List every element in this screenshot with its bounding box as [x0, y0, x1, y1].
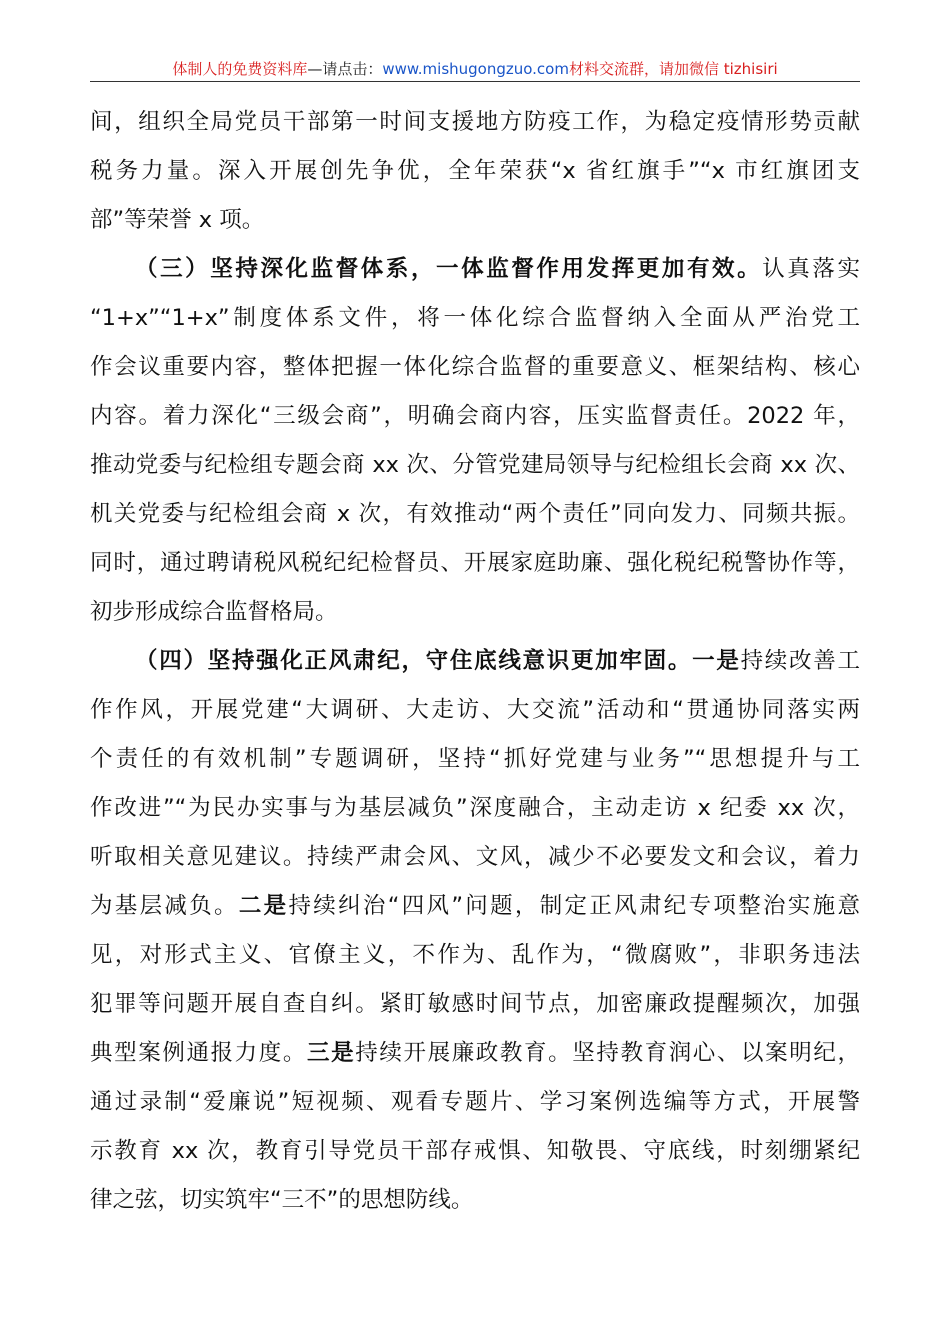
text-line: 通过录制“爱廉说”短视频、观看专题片、学习案例选编等方式，开展警	[90, 1089, 860, 1115]
document-body	[90, 98, 860, 1225]
text-segment: 为基层减负。	[90, 893, 239, 919]
text-segment: 持续纠治“四风”问题，制定正风肃纪专项整治实施意	[288, 893, 860, 919]
header-divider	[90, 81, 860, 82]
text-line: 见，对形式主义、官僚主义，不作为、乱作为，“微腐败”，非职务违法	[90, 942, 860, 968]
header-wechat-note: 材料交流群，请加微信 tizhisiri	[568, 60, 778, 78]
text-line: 初步形成综合监督格局。	[90, 599, 338, 625]
header-site-name: 体制人的免费资料库	[172, 60, 308, 78]
text-line: 推动党委与纪检组专题会商 xx 次、分管党建局领导与纪检组长会商 xx 次、	[90, 452, 860, 478]
text-line: 内容。着力深化“三级会商”，明确会商内容，压实监督责任。2022 年，	[90, 403, 860, 429]
text-line: 部”等荣誉 x 项。	[90, 207, 265, 233]
section-4-first-line	[90, 637, 860, 686]
section-3-lead-text: 认真落实	[762, 256, 860, 282]
text-line: “1+x”“1+x”制度体系文件，将一体化综合监督纳入全面从严治党工	[90, 305, 860, 331]
text-line: 间，组织全局党员干部第一时间支援地方防疫工作，为稳定疫情形势贡献	[90, 109, 860, 135]
text-line: 作会议重要内容，整体把握一体化综合监督的重要意义、框架结构、核心	[90, 354, 860, 380]
text-segment: 典型案例通报力度。	[90, 1040, 308, 1066]
section-3-first-line	[90, 245, 860, 294]
text-segment: 持续开展廉政教育。坚持教育润心、以案明纪，	[355, 1040, 860, 1066]
text-line: 犯罪等问题开展自查自纠。紧盯敏感时间节点，加密廉政提醒频次，加强	[90, 991, 860, 1017]
text-line: 作改进”“为民办实事与为基层减负”深度融合，主动走访 x 纪委 xx 次，	[90, 795, 860, 821]
point-three-marker: 三是	[307, 1040, 356, 1066]
text-line: 听取相关意见建议。持续严肃会风、文风，减少不必要发文和会议，着力	[90, 844, 860, 870]
point-two-marker: 二是	[238, 893, 289, 919]
point-one-marker: 一是	[692, 648, 741, 674]
header-url-link[interactable]: www.mishugongzuo.com	[382, 60, 569, 78]
text-line: 税务力量。深入开展创先争优，全年荣获“x 省红旗手”“x 市红旗团支	[90, 158, 860, 184]
section-4-heading: （四）坚持强化正风肃纪，守住底线意识更加牢固。	[135, 648, 693, 674]
text-line: 律之弦，切实筑牢“三不”的思想防线。	[90, 1187, 474, 1213]
text-line: 示教育 xx 次，教育引导党员干部存戒惧、知敬畏、守底线，时刻绷紧纪	[90, 1138, 860, 1164]
text-line: 个责任的有效机制”专题调研，坚持“抓好党建与业务”“思想提升与工	[90, 746, 860, 772]
text-line: 作作风，开展党建“大调研、大走访、大交流”活动和“贯通协同落实两	[90, 697, 860, 723]
text-line-with-marker	[90, 1029, 860, 1078]
text-line-with-marker	[90, 882, 860, 931]
text-line: 同时，通过聘请税风税纪纪检督员、开展家庭助廉、强化税纪税警协作等，	[90, 550, 860, 576]
section-4-lead-text: 持续改善工	[740, 648, 860, 674]
page-header	[90, 58, 860, 80]
text-line: 机关党委与纪检组会商 x 次，有效推动“两个责任”同向发力、同频共振。	[90, 501, 860, 527]
header-click-prompt: —请点击：	[307, 60, 383, 78]
section-3-heading: （三）坚持深化监督体系，一体监督作用发挥更加有效。	[135, 256, 763, 282]
